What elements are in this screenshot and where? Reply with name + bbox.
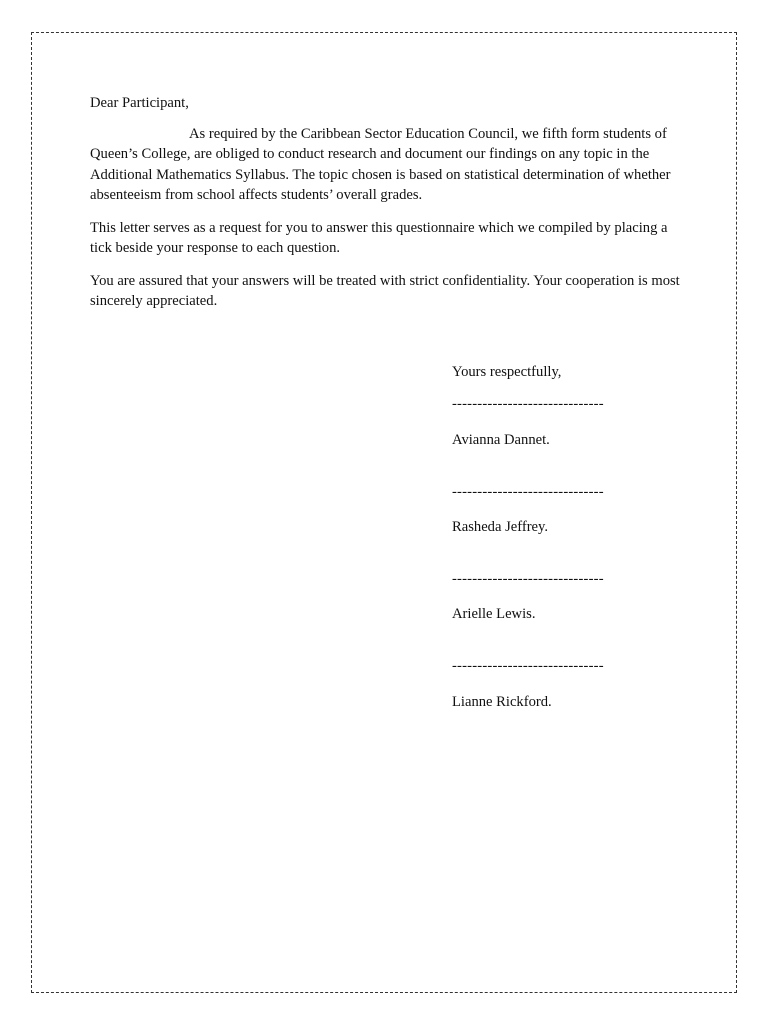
signature-line: ------------------------------: [452, 396, 604, 412]
signatory-name: Avianna Dannet.: [452, 432, 550, 448]
paragraph-confidentiality: You are assured that your answers will be treated with strict confidentiality. Your cooperation is most sincerely appreciated.: [90, 272, 680, 309]
signature-line: ------------------------------: [452, 658, 604, 674]
letter-body: [90, 93, 690, 324]
signatory-name: Rasheda Jeffrey.: [452, 519, 549, 535]
closing-phrase: Yours respectfully,: [452, 364, 562, 380]
signature-line: ------------------------------: [452, 484, 604, 500]
salutation: Dear Participant,: [90, 95, 189, 111]
closing-block: [452, 362, 682, 710]
signatory-name: Lianne Rickford.: [452, 694, 552, 710]
paragraph-request: This letter serves as a request for you to answer this questionnaire which we compiled by placing a tick beside your response to each question.: [90, 219, 668, 256]
paragraph-purpose: As required by the Caribbean Sector Education Council, we fifth form students of Queen’s College, are obliged to conduct research and document our findings on any topic in the Additional Mathematics Syllabus. The topic chosen is based on statistical determination of whether absenteeism from school affects students’ overall grades.: [90, 125, 671, 203]
signatory-name: Arielle Lewis.: [452, 606, 536, 622]
signature-line: ------------------------------: [452, 571, 604, 587]
